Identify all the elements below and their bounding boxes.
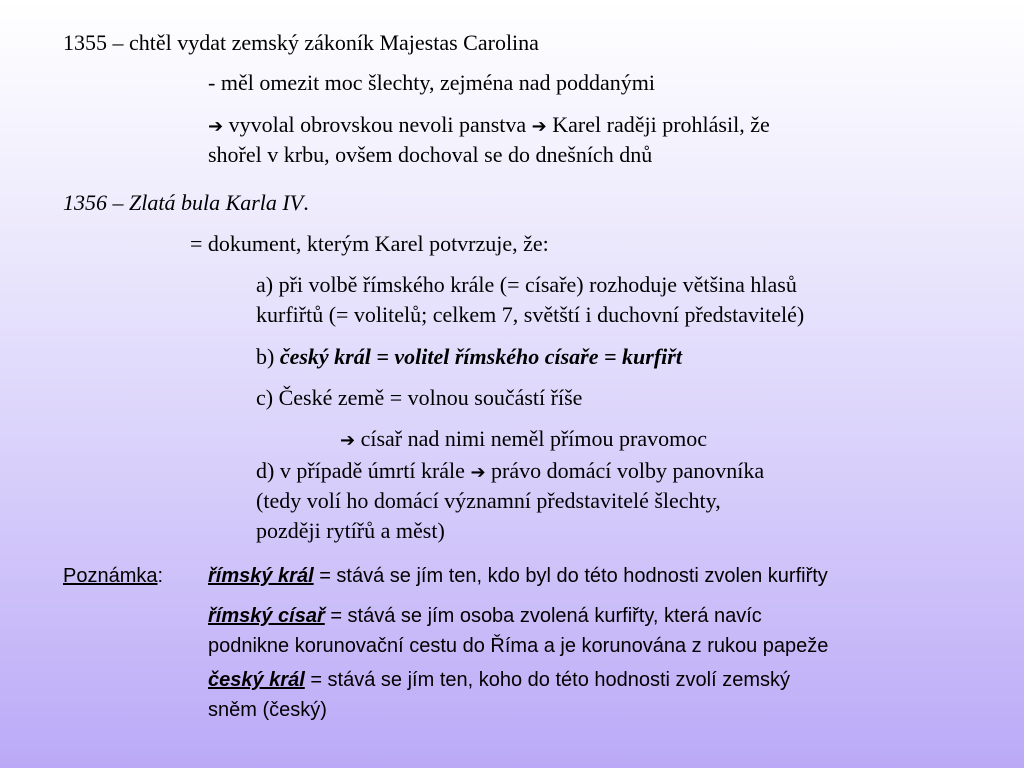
text-1355-purpose: - měl omezit moc šlechty, zejména nad poddanými [208,70,655,95]
heading-1356: 1356 – Zlatá bula Karla IV. [63,190,309,215]
text-point-a-1: a) při volbě římského krále (= císaře) rozhoduje většina hlasů [256,272,797,297]
arrow-right-icon: ➔ [208,116,224,137]
note-label: Poznámka: [63,565,164,587]
arrow-right-icon: ➔ [340,430,356,451]
text-1355-consequence: ➔ vyvolal obrovskou nevoli panstva ➔ Karel raději prohlásil, že [208,112,770,137]
note-czech-king-cont: sněm (český) [208,699,327,721]
text-1355-burned: shořel v krbu, ovšem dochoval se do dnešních dnů [208,142,653,167]
text-point-d-1: d) v případě úmrtí krále ➔ právo domácí volby panovníka [256,458,765,483]
note-czech-king: český král = stává se jím ten, koho do této hodnosti zvolí zemský [208,669,791,691]
text-1356-definition: = dokument, kterým Karel potvrzuje, že: [190,231,549,256]
note-roman-emperor-cont: podnikne korunovační cestu do Říma a je korunována z rukou papeže [208,635,829,657]
text-point-a-2: kurfiřtů (= volitelů; celkem 7, světští i duchovní představitelé) [256,302,805,327]
text-1355-title: 1355 – chtěl vydat zemský zákoník Majestas Carolina [63,30,539,55]
text-point-d-3: později rytířů a měst) [256,518,445,543]
note-roman-king: římský král = stává se jím ten, kdo byl do této hodnosti zvolen kurfiřty [208,565,828,587]
text-point-b: b) český král = volitel římského císaře = kurfiřt [256,344,682,369]
text-point-c: c) České země = volnou součástí říše [256,385,583,410]
note-roman-emperor: římský císař = stává se jím osoba zvolená kurfiřty, která navíc [208,605,762,627]
arrow-right-icon: ➔ [531,116,547,137]
arrow-right-icon: ➔ [470,462,486,483]
text-point-d-2: (tedy volí ho domácí významní představitelé šlechty, [256,488,721,513]
text-point-c-arrow: ➔ císař nad nimi neměl přímou pravomoc [340,426,707,451]
